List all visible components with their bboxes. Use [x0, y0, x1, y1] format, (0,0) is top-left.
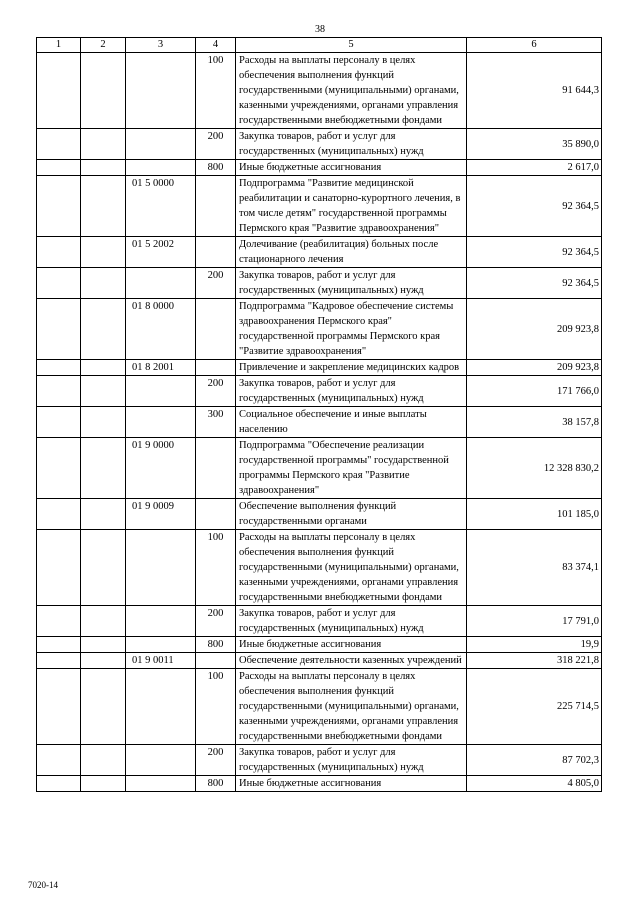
table-row — [37, 653, 602, 669]
cell-expense-type: 100 — [196, 530, 236, 606]
cell-subsection — [81, 160, 126, 176]
cell-expense-type: 100 — [196, 669, 236, 745]
cell-expense-type: 200 — [196, 745, 236, 776]
cell-target-article: 01 9 0011 — [126, 653, 196, 669]
cell-expense-type: 200 — [196, 376, 236, 407]
table-row — [37, 745, 602, 776]
cell-target-article — [126, 745, 196, 776]
cell-section — [37, 637, 81, 653]
cell-amount: 12 328 830,2 — [467, 438, 602, 499]
cell-description: Расходы на выплаты персоналу в целях обеспечения выполнения функций государственными (муниципальными) органами, казенными учреждениями, органами управления государственными внебюджетными фондами — [236, 53, 467, 129]
cell-amount: 92 364,5 — [467, 268, 602, 299]
cell-amount: 38 157,8 — [467, 407, 602, 438]
cell-expense-type — [196, 499, 236, 530]
table-row — [37, 129, 602, 160]
cell-section — [37, 745, 81, 776]
cell-amount: 225 714,5 — [467, 669, 602, 745]
cell-section — [37, 438, 81, 499]
cell-amount: 17 791,0 — [467, 606, 602, 637]
table-row — [37, 499, 602, 530]
cell-section — [37, 53, 81, 129]
cell-subsection — [81, 776, 126, 792]
cell-subsection — [81, 606, 126, 637]
cell-section — [37, 376, 81, 407]
cell-target-article: 01 9 0009 — [126, 499, 196, 530]
cell-amount: 4 805,0 — [467, 776, 602, 792]
table-row — [37, 176, 602, 237]
cell-amount: 209 923,8 — [467, 360, 602, 376]
header-row — [37, 38, 602, 53]
cell-target-article — [126, 407, 196, 438]
footer-code: 7020-14 — [28, 880, 58, 890]
cell-description: Закупка товаров, работ и услуг для государственных (муниципальных) нужд — [236, 606, 467, 637]
table-row — [37, 53, 602, 129]
cell-subsection — [81, 669, 126, 745]
cell-section — [37, 653, 81, 669]
cell-amount: 171 766,0 — [467, 376, 602, 407]
cell-description: Расходы на выплаты персоналу в целях обеспечения выполнения функций государственными (муниципальными) органами, казенными учреждениями, органами управления государственными внебюджетными фондами — [236, 530, 467, 606]
cell-description: Социальное обеспечение и иные выплаты населению — [236, 407, 467, 438]
cell-section — [37, 606, 81, 637]
table-row — [37, 237, 602, 268]
cell-subsection — [81, 637, 126, 653]
cell-subsection — [81, 653, 126, 669]
cell-subsection — [81, 360, 126, 376]
cell-expense-type: 200 — [196, 129, 236, 160]
col-header-2: 2 — [81, 38, 126, 53]
cell-section — [37, 268, 81, 299]
cell-target-article: 01 5 2002 — [126, 237, 196, 268]
cell-target-article — [126, 376, 196, 407]
cell-target-article: 01 8 2001 — [126, 360, 196, 376]
cell-subsection — [81, 376, 126, 407]
cell-expense-type — [196, 653, 236, 669]
cell-amount: 92 364,5 — [467, 176, 602, 237]
cell-subsection — [81, 129, 126, 160]
cell-subsection — [81, 499, 126, 530]
cell-section — [37, 776, 81, 792]
cell-description: Подпрограмма "Обеспечение реализации государственной программы" государственной программы Пермского края "Развитие здравоохранения" — [236, 438, 467, 499]
cell-amount: 87 702,3 — [467, 745, 602, 776]
cell-subsection — [81, 176, 126, 237]
cell-section — [37, 360, 81, 376]
cell-amount: 209 923,8 — [467, 299, 602, 360]
cell-section — [37, 407, 81, 438]
cell-target-article — [126, 530, 196, 606]
cell-amount: 101 185,0 — [467, 499, 602, 530]
cell-expense-type — [196, 176, 236, 237]
cell-description: Закупка товаров, работ и услуг для государственных (муниципальных) нужд — [236, 268, 467, 299]
cell-description: Привлечение и закрепление медицинских кадров — [236, 360, 467, 376]
cell-amount: 19,9 — [467, 637, 602, 653]
table-row — [37, 268, 602, 299]
cell-description: Закупка товаров, работ и услуг для государственных (муниципальных) нужд — [236, 376, 467, 407]
cell-target-article — [126, 776, 196, 792]
col-header-4: 4 — [196, 38, 236, 53]
cell-expense-type — [196, 237, 236, 268]
cell-target-article — [126, 606, 196, 637]
cell-subsection — [81, 237, 126, 268]
cell-section — [37, 160, 81, 176]
cell-target-article: 01 8 0000 — [126, 299, 196, 360]
cell-amount: 35 890,0 — [467, 129, 602, 160]
col-header-1: 1 — [37, 38, 81, 53]
cell-section — [37, 299, 81, 360]
cell-expense-type: 100 — [196, 53, 236, 129]
col-header-5: 5 — [236, 38, 467, 53]
col-header-6: 6 — [467, 38, 602, 53]
table-row — [37, 606, 602, 637]
cell-description: Расходы на выплаты персоналу в целях обеспечения выполнения функций государственными (муниципальными) органами, казенными учреждениями, органами управления государственными внебюджетными фондами — [236, 669, 467, 745]
cell-subsection — [81, 53, 126, 129]
cell-amount: 91 644,3 — [467, 53, 602, 129]
cell-section — [37, 176, 81, 237]
cell-description: Подпрограмма "Кадровое обеспечение системы здравоохранения Пермского края" государственной программы Пермского края "Развитие здравоохранения" — [236, 299, 467, 360]
cell-target-article — [126, 268, 196, 299]
table-row — [37, 669, 602, 745]
cell-target-article — [126, 637, 196, 653]
cell-section — [37, 499, 81, 530]
cell-expense-type: 800 — [196, 776, 236, 792]
cell-expense-type — [196, 438, 236, 499]
page-number: 38 — [315, 24, 325, 35]
cell-description: Закупка товаров, работ и услуг для государственных (муниципальных) нужд — [236, 745, 467, 776]
cell-section — [37, 530, 81, 606]
cell-expense-type: 300 — [196, 407, 236, 438]
cell-amount: 2 617,0 — [467, 160, 602, 176]
cell-description: Иные бюджетные ассигнования — [236, 776, 467, 792]
budget-table — [36, 37, 602, 792]
table-row — [37, 438, 602, 499]
cell-expense-type — [196, 360, 236, 376]
cell-subsection — [81, 438, 126, 499]
cell-amount: 92 364,5 — [467, 237, 602, 268]
cell-description: Долечивание (реабилитация) больных после стационарного лечения — [236, 237, 467, 268]
table-row — [37, 776, 602, 792]
cell-subsection — [81, 530, 126, 606]
cell-section — [37, 129, 81, 160]
cell-description: Иные бюджетные ассигнования — [236, 637, 467, 653]
cell-expense-type — [196, 299, 236, 360]
cell-section — [37, 237, 81, 268]
cell-subsection — [81, 745, 126, 776]
cell-section — [37, 669, 81, 745]
cell-target-article — [126, 53, 196, 129]
cell-target-article — [126, 160, 196, 176]
cell-expense-type: 200 — [196, 606, 236, 637]
table-row — [37, 407, 602, 438]
table-row — [37, 360, 602, 376]
col-header-3: 3 — [126, 38, 196, 53]
cell-target-article — [126, 129, 196, 160]
cell-subsection — [81, 407, 126, 438]
table-row — [37, 160, 602, 176]
cell-description: Обеспечение деятельности казенных учреждений — [236, 653, 467, 669]
table-row — [37, 376, 602, 407]
cell-description: Подпрограмма "Развитие медицинской реабилитации и санаторно-курортного лечения, в том числе детям" государственной программы Пермского края "Развитие здравоохранения" — [236, 176, 467, 237]
cell-subsection — [81, 268, 126, 299]
cell-description: Закупка товаров, работ и услуг для государственных (муниципальных) нужд — [236, 129, 467, 160]
cell-description: Иные бюджетные ассигнования — [236, 160, 467, 176]
cell-subsection — [81, 299, 126, 360]
cell-target-article: 01 5 0000 — [126, 176, 196, 237]
table-row — [37, 530, 602, 606]
cell-expense-type: 200 — [196, 268, 236, 299]
cell-expense-type: 800 — [196, 637, 236, 653]
table-row — [37, 637, 602, 653]
cell-target-article: 01 9 0000 — [126, 438, 196, 499]
table-row — [37, 299, 602, 360]
cell-amount: 318 221,8 — [467, 653, 602, 669]
cell-target-article — [126, 669, 196, 745]
cell-amount: 83 374,1 — [467, 530, 602, 606]
cell-expense-type: 800 — [196, 160, 236, 176]
cell-description: Обеспечение выполнения функций государственными органами — [236, 499, 467, 530]
